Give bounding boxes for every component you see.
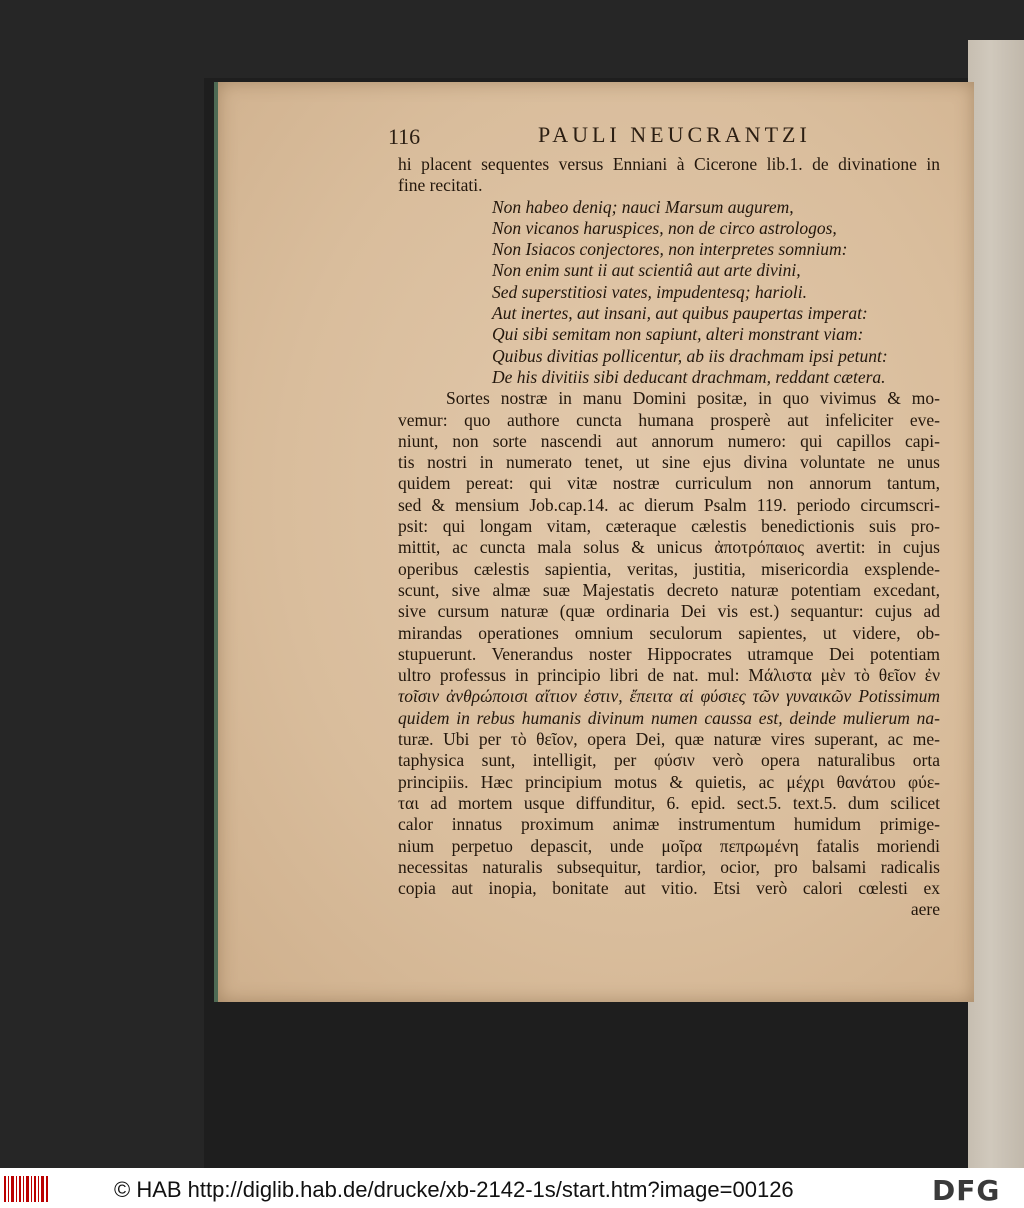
text-line: nium perpetuo depascit, unde μοῖρα πεπρωμένη fatalis moriendi xyxy=(398,835,940,856)
text-line: turæ. Ubi per τὸ θεῖον, opera Dei, quæ naturæ vires superant, ac me- xyxy=(398,729,940,750)
text-line: τοῖσιν ἀνθρώποισι αἴτιον ἐστιν, ἔπειτα αἱ φύσιες τῶν γυναικῶν Potissimum xyxy=(398,686,940,707)
text-line: mirandas operationes omnium seculorum sapientes, ut videre, ob- xyxy=(398,622,940,643)
text-line: niunt, non sorte nascendi aut annorum numero: qui capillos capi- xyxy=(398,430,940,451)
page-text xyxy=(398,154,940,921)
verse-line: Non enim sunt ii aut scientiâ aut arte divini, xyxy=(492,260,801,281)
text-line: ται ad mortem usque diffunditur, 6. epid. sect.5. text.5. dum scilicet xyxy=(398,792,940,813)
verse-line: Qui sibi semitam non sapiunt, alteri monstrant viam: xyxy=(492,324,864,345)
source-credit-link[interactable]: © HAB http://diglib.hab.de/drucke/xb-2142-1s/start.htm?image=00126 xyxy=(114,1177,794,1202)
verse-line: Non Isiacos conjectores, non interpretes somnium: xyxy=(492,239,848,260)
text-line: psit: qui longam vitam, cæteraque cælestis benedictionis suis pro- xyxy=(398,516,940,537)
text-line: calor innatus proximum animæ instrumentum humidum primige- xyxy=(398,814,940,835)
catchword: aere xyxy=(910,899,940,920)
text-line: hi placent sequentes versus Enniani à Cicerone lib.1. de divinatione in xyxy=(398,154,940,174)
text-line: Sortes nostræ in manu Domini positæ, in quo vivimus & mo- xyxy=(446,388,940,409)
verse-line: De his divitiis sibi deducant drachmam, reddant cætera. xyxy=(492,366,886,387)
page-number: 116 xyxy=(388,124,421,149)
text-line: operibus cælestis sapientia, veritas, justitia, misericordia exsplende- xyxy=(398,558,940,579)
text-line: taphysica sunt, intelligit, per φύσιν verò opera naturalibus orta xyxy=(398,750,940,771)
text-line: mittit, ac cuncta mala solus & unicus ἀποτρόπαιος avertit: in cujus xyxy=(398,537,940,558)
text-line: quidem pereat: qui vitæ nostræ curriculum non annorum tantum, xyxy=(398,473,940,494)
text-line: principiis. Hæc principium motus & quietis, ac μέχρι θανάτου φύε- xyxy=(398,771,940,792)
text-line: ultro professus in principio libri de nat. mul: Μάλιστα μὲν τὸ θεῖον ἐν xyxy=(398,665,940,686)
text-line: sed & mensium Job.cap.14. ac dierum Psalm 119. periodo circumscri- xyxy=(398,494,940,515)
verse-line: Non habeo deniq; nauci Marsum augurem, xyxy=(492,196,794,217)
text-line: fine recitati. xyxy=(398,175,483,196)
viewer-footer xyxy=(0,1168,1024,1208)
verse-line: Sed superstitiosi vates, impudentesq; harioli. xyxy=(492,281,807,302)
facing-page-edge xyxy=(968,40,1024,1168)
text-line: necessitas naturalis subsequitur, tardior, ocior, pro balsami radicalis xyxy=(398,856,940,877)
text-line: sive cursum naturæ (quæ ordinaria Dei vis est.) sequantur: cujus ad xyxy=(398,601,940,622)
verse-line: Non vicanos haruspices, non de circo astrologos, xyxy=(492,217,837,238)
text-line: vemur: quo authore cuncta humana prosperè aut infeliciter eve- xyxy=(398,409,940,430)
book-page xyxy=(214,82,974,1002)
verse-line: Quibus divitias pollicentur, ab iis drachmam ipsi petunt: xyxy=(492,345,888,366)
dfg-logo: DFG xyxy=(932,1174,1001,1207)
running-title: PAULI NEUCRANTZI xyxy=(538,122,811,147)
verse-line: Aut inertes, aut insani, aut quibus paupertas imperat: xyxy=(492,303,868,324)
text-line: tis nostri in numerato tenet, ut sine ejus divina voluntate ne unus xyxy=(398,452,940,473)
text-line: scunt, sive almæ suæ Majestatis decreto naturæ potentiam excedant, xyxy=(398,579,940,600)
text-line: quidem in rebus humanis divinum numen caussa est, deinde mulierum na- xyxy=(398,707,940,728)
text-line: copia aut inopia, bonitate aut vitio. Etsi verò calori cœlesti ex xyxy=(398,878,940,899)
barcode-icon xyxy=(4,1176,48,1202)
page-header xyxy=(388,122,948,152)
text-line: stupuerunt. Venerandus noster Hippocrates utramque Dei potentiam xyxy=(398,643,940,664)
